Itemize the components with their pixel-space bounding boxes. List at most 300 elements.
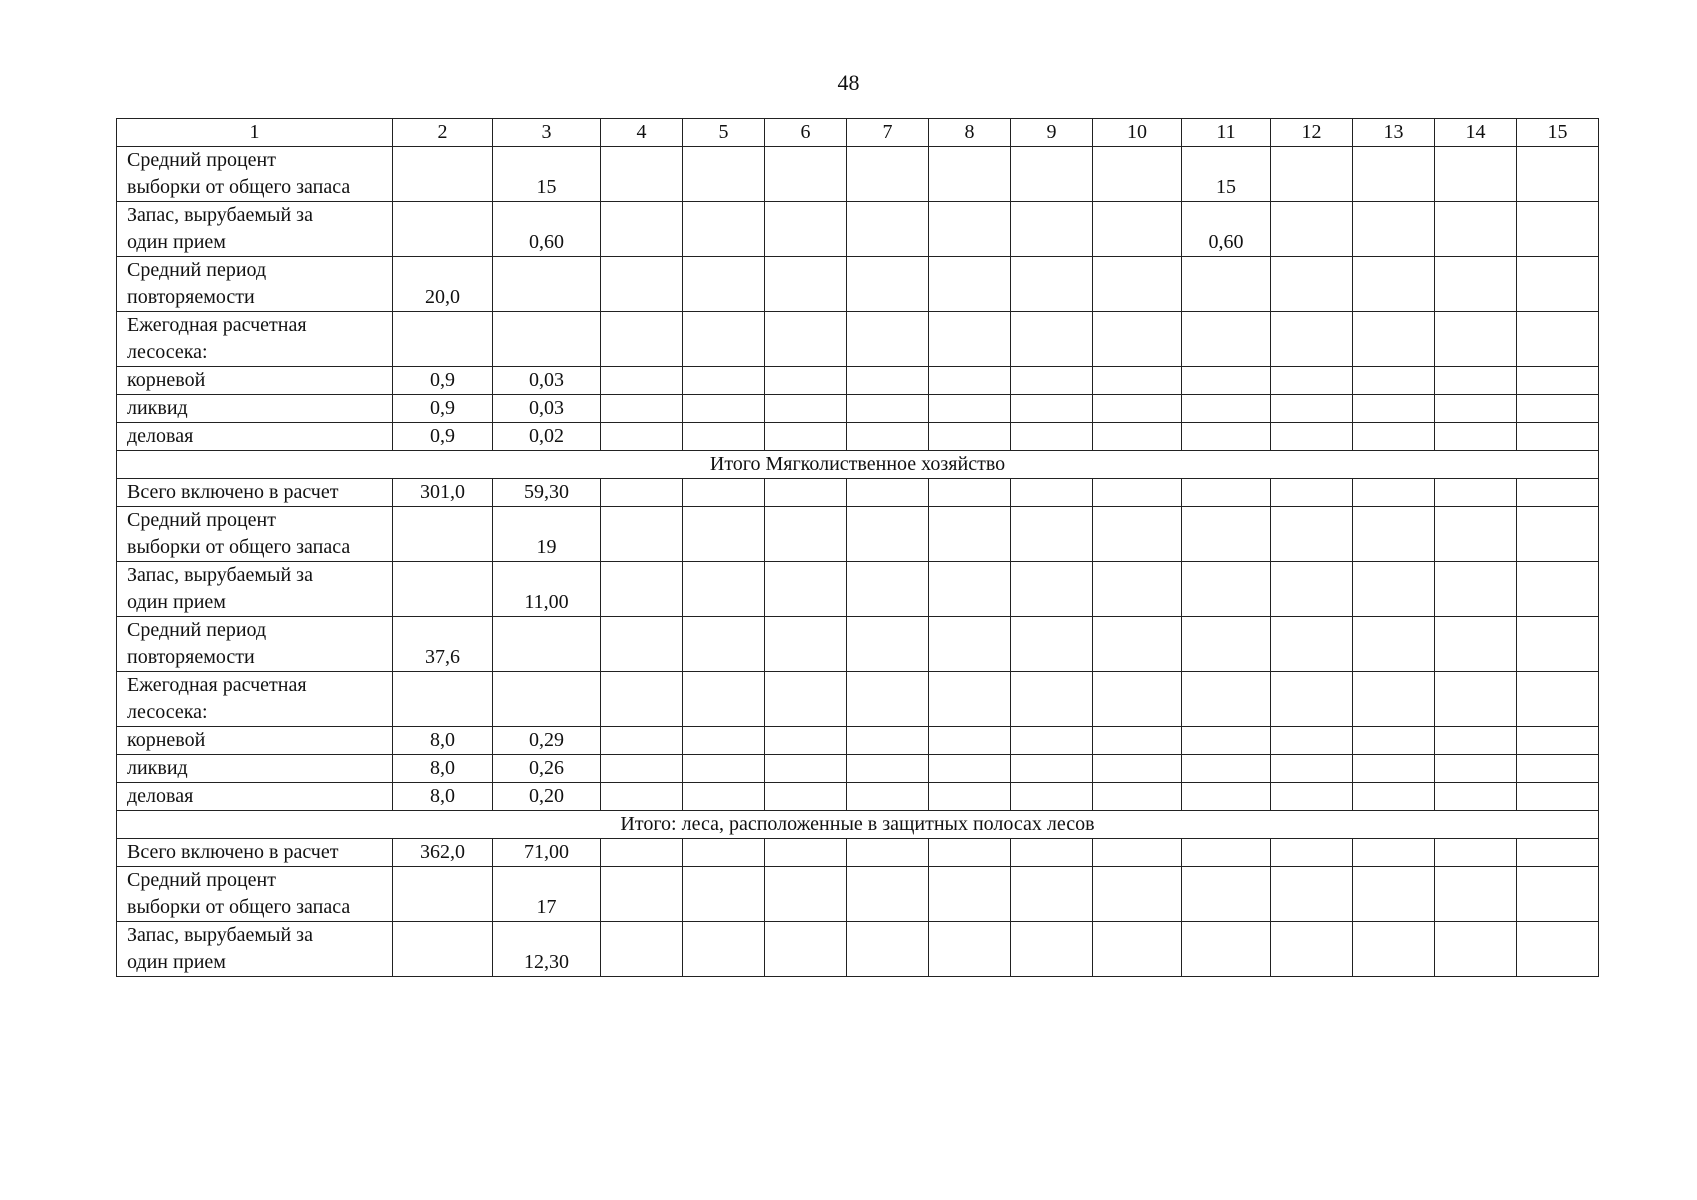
cell-col-9 <box>1011 867 1093 922</box>
cell-col-3: 0,03 <box>493 367 601 395</box>
row-label <box>117 867 393 922</box>
cell-col-15 <box>1517 423 1599 451</box>
cell-col-8 <box>929 867 1011 922</box>
row-label-line: Средний период <box>127 619 267 641</box>
cell-col-11 <box>1182 257 1271 312</box>
cell-col-14 <box>1435 562 1517 617</box>
row-label-line: ликвид <box>127 397 188 419</box>
cell-col-8 <box>929 922 1011 977</box>
cell-col-7 <box>847 395 929 423</box>
table-body <box>117 147 1599 977</box>
cell-col-5 <box>683 147 765 202</box>
cell-col-9 <box>1011 147 1093 202</box>
header-cell-7: 7 <box>847 119 929 147</box>
cell-col-10 <box>1093 867 1182 922</box>
cell-col-3: 0,26 <box>493 755 601 783</box>
cell-col-15 <box>1517 507 1599 562</box>
cell-col-5 <box>683 617 765 672</box>
section-row <box>117 451 1599 479</box>
row-label-line: выборки от общего запаса <box>127 536 351 558</box>
cell-col-7 <box>847 507 929 562</box>
cell-col-9 <box>1011 202 1093 257</box>
cell-col-7 <box>847 922 929 977</box>
cell-col-13 <box>1353 727 1435 755</box>
cell-col-15 <box>1517 839 1599 867</box>
row-label-line: один прием <box>127 231 226 253</box>
cell-col-13 <box>1353 312 1435 367</box>
cell-col-2 <box>393 672 493 727</box>
cell-col-11 <box>1182 922 1271 977</box>
cell-col-6 <box>765 257 847 312</box>
table-row <box>117 395 1599 423</box>
cell-col-13 <box>1353 839 1435 867</box>
cell-col-15 <box>1517 562 1599 617</box>
cell-col-6 <box>765 755 847 783</box>
cell-col-6 <box>765 147 847 202</box>
cell-col-2 <box>393 562 493 617</box>
cell-col-4 <box>601 147 683 202</box>
row-label-line: Ежегодная расчетная <box>127 674 307 696</box>
cell-col-7 <box>847 312 929 367</box>
cell-col-5 <box>683 257 765 312</box>
cell-col-14 <box>1435 202 1517 257</box>
row-label-line: корневой <box>127 729 206 751</box>
cell-col-8 <box>929 839 1011 867</box>
cell-col-14 <box>1435 395 1517 423</box>
row-label <box>117 562 393 617</box>
cell-col-2: 0,9 <box>393 395 493 423</box>
cell-col-13 <box>1353 147 1435 202</box>
table-row <box>117 147 1599 202</box>
cell-col-2: 0,9 <box>393 423 493 451</box>
cell-col-4 <box>601 755 683 783</box>
row-label <box>117 257 393 312</box>
cell-col-15 <box>1517 395 1599 423</box>
cell-col-9 <box>1011 783 1093 811</box>
cell-col-5 <box>683 727 765 755</box>
cell-col-4 <box>601 617 683 672</box>
cell-col-7 <box>847 367 929 395</box>
cell-col-9 <box>1011 839 1093 867</box>
cell-col-2: 362,0 <box>393 839 493 867</box>
cell-col-6 <box>765 367 847 395</box>
cell-col-11 <box>1182 479 1271 507</box>
header-cell-12: 12 <box>1271 119 1353 147</box>
cell-col-15 <box>1517 867 1599 922</box>
cell-col-6 <box>765 617 847 672</box>
cell-col-9 <box>1011 672 1093 727</box>
cell-col-12 <box>1271 202 1353 257</box>
section-title: Итого: леса, расположенные в защитных полосах лесов <box>117 811 1599 839</box>
row-label-line: лесосека: <box>127 341 208 363</box>
cell-col-4 <box>601 562 683 617</box>
cell-col-5 <box>683 672 765 727</box>
cell-col-11 <box>1182 755 1271 783</box>
row-label <box>117 507 393 562</box>
table-row <box>117 562 1599 617</box>
cell-col-6 <box>765 202 847 257</box>
cell-col-5 <box>683 755 765 783</box>
cell-col-5 <box>683 479 765 507</box>
cell-col-11 <box>1182 672 1271 727</box>
cell-col-13 <box>1353 202 1435 257</box>
row-label-line: Средний процент <box>127 509 276 531</box>
cell-col-6 <box>765 672 847 727</box>
cell-col-9 <box>1011 312 1093 367</box>
table-row <box>117 423 1599 451</box>
cell-col-5 <box>683 395 765 423</box>
cell-col-4 <box>601 839 683 867</box>
cell-col-6 <box>765 507 847 562</box>
cell-col-8 <box>929 755 1011 783</box>
cell-col-10 <box>1093 562 1182 617</box>
cell-col-5 <box>683 312 765 367</box>
cell-col-15 <box>1517 147 1599 202</box>
cell-col-13 <box>1353 257 1435 312</box>
table-row <box>117 922 1599 977</box>
cell-col-11 <box>1182 839 1271 867</box>
cell-col-7 <box>847 727 929 755</box>
row-label-line: деловая <box>127 425 194 447</box>
cell-col-3 <box>493 617 601 672</box>
cell-col-13 <box>1353 423 1435 451</box>
cell-col-9 <box>1011 922 1093 977</box>
table-row <box>117 727 1599 755</box>
row-label-line: Ежегодная расчетная <box>127 314 307 336</box>
cell-col-7 <box>847 672 929 727</box>
cell-col-13 <box>1353 672 1435 727</box>
cell-col-12 <box>1271 423 1353 451</box>
header-cell-5: 5 <box>683 119 765 147</box>
table-row <box>117 367 1599 395</box>
cell-col-7 <box>847 257 929 312</box>
cell-col-10 <box>1093 755 1182 783</box>
cell-col-10 <box>1093 202 1182 257</box>
cell-col-2 <box>393 147 493 202</box>
header-cell-1: 1 <box>117 119 393 147</box>
cell-col-12 <box>1271 755 1353 783</box>
cell-col-14 <box>1435 479 1517 507</box>
cell-col-4 <box>601 202 683 257</box>
cell-col-13 <box>1353 479 1435 507</box>
row-label <box>117 839 393 867</box>
cell-col-8 <box>929 727 1011 755</box>
cell-col-7 <box>847 423 929 451</box>
table-row <box>117 672 1599 727</box>
cell-col-9 <box>1011 755 1093 783</box>
cell-col-10 <box>1093 395 1182 423</box>
cell-col-13 <box>1353 367 1435 395</box>
cell-col-10 <box>1093 479 1182 507</box>
table-row <box>117 202 1599 257</box>
cell-col-8 <box>929 507 1011 562</box>
cell-col-15 <box>1517 202 1599 257</box>
cell-col-11 <box>1182 562 1271 617</box>
cell-col-9 <box>1011 257 1093 312</box>
cell-col-11 <box>1182 727 1271 755</box>
cell-col-8 <box>929 562 1011 617</box>
cell-col-9 <box>1011 367 1093 395</box>
cell-col-13 <box>1353 395 1435 423</box>
row-label <box>117 755 393 783</box>
cell-col-12 <box>1271 922 1353 977</box>
cell-col-2: 37,6 <box>393 617 493 672</box>
cell-col-3: 59,30 <box>493 479 601 507</box>
cell-col-10 <box>1093 507 1182 562</box>
header-cell-4: 4 <box>601 119 683 147</box>
cell-col-10 <box>1093 922 1182 977</box>
row-label-line: ликвид <box>127 757 188 779</box>
cell-col-15 <box>1517 727 1599 755</box>
row-label-line: повторяемости <box>127 286 255 308</box>
cell-col-4 <box>601 395 683 423</box>
cell-col-9 <box>1011 727 1093 755</box>
cell-col-15 <box>1517 479 1599 507</box>
cell-col-5 <box>683 922 765 977</box>
cell-col-12 <box>1271 839 1353 867</box>
cell-col-3: 12,30 <box>493 922 601 977</box>
table-row <box>117 755 1599 783</box>
header-cell-2: 2 <box>393 119 493 147</box>
cell-col-12 <box>1271 867 1353 922</box>
cell-col-7 <box>847 783 929 811</box>
cell-col-6 <box>765 867 847 922</box>
cell-col-15 <box>1517 755 1599 783</box>
row-label <box>117 617 393 672</box>
forestry-table <box>116 118 1599 977</box>
cell-col-5 <box>683 507 765 562</box>
cell-col-10 <box>1093 147 1182 202</box>
cell-col-4 <box>601 867 683 922</box>
cell-col-12 <box>1271 257 1353 312</box>
table-row <box>117 257 1599 312</box>
cell-col-11 <box>1182 395 1271 423</box>
row-label-line: один прием <box>127 591 226 613</box>
section-row <box>117 811 1599 839</box>
cell-col-4 <box>601 922 683 977</box>
row-label-line: Средний процент <box>127 869 276 891</box>
cell-col-15 <box>1517 617 1599 672</box>
cell-col-2 <box>393 867 493 922</box>
header-cell-6: 6 <box>765 119 847 147</box>
cell-col-15 <box>1517 367 1599 395</box>
row-label-line: Средний процент <box>127 149 276 171</box>
cell-col-9 <box>1011 562 1093 617</box>
cell-col-7 <box>847 202 929 257</box>
row-label <box>117 423 393 451</box>
header-cell-10: 10 <box>1093 119 1182 147</box>
cell-col-2 <box>393 507 493 562</box>
cell-col-3: 15 <box>493 147 601 202</box>
cell-col-14 <box>1435 312 1517 367</box>
cell-col-15 <box>1517 312 1599 367</box>
cell-col-13 <box>1353 617 1435 672</box>
cell-col-14 <box>1435 367 1517 395</box>
cell-col-5 <box>683 562 765 617</box>
cell-col-10 <box>1093 839 1182 867</box>
row-label-line: выборки от общего запаса <box>127 176 351 198</box>
cell-col-4 <box>601 783 683 811</box>
cell-col-11 <box>1182 783 1271 811</box>
cell-col-10 <box>1093 257 1182 312</box>
cell-col-4 <box>601 367 683 395</box>
cell-col-10 <box>1093 617 1182 672</box>
cell-col-8 <box>929 257 1011 312</box>
cell-col-12 <box>1271 727 1353 755</box>
cell-col-5 <box>683 423 765 451</box>
cell-col-9 <box>1011 507 1093 562</box>
row-label-line: Запас, вырубаемый за <box>127 564 313 586</box>
cell-col-9 <box>1011 479 1093 507</box>
cell-col-3: 0,60 <box>493 202 601 257</box>
cell-col-6 <box>765 479 847 507</box>
cell-col-3: 17 <box>493 867 601 922</box>
cell-col-7 <box>847 839 929 867</box>
cell-col-15 <box>1517 257 1599 312</box>
cell-col-7 <box>847 479 929 507</box>
cell-col-14 <box>1435 672 1517 727</box>
cell-col-6 <box>765 839 847 867</box>
cell-col-4 <box>601 507 683 562</box>
cell-col-4 <box>601 727 683 755</box>
row-label-line: Всего включено в расчет <box>127 841 339 863</box>
cell-col-12 <box>1271 367 1353 395</box>
cell-col-13 <box>1353 783 1435 811</box>
table-row <box>117 507 1599 562</box>
cell-col-7 <box>847 867 929 922</box>
cell-col-8 <box>929 312 1011 367</box>
cell-col-4 <box>601 423 683 451</box>
cell-col-11 <box>1182 617 1271 672</box>
cell-col-10 <box>1093 783 1182 811</box>
cell-col-11 <box>1182 312 1271 367</box>
cell-col-14 <box>1435 839 1517 867</box>
cell-col-6 <box>765 727 847 755</box>
cell-col-12 <box>1271 562 1353 617</box>
cell-col-2: 8,0 <box>393 755 493 783</box>
cell-col-14 <box>1435 867 1517 922</box>
row-label <box>117 202 393 257</box>
row-label <box>117 727 393 755</box>
cell-col-10 <box>1093 672 1182 727</box>
header-row <box>117 119 1599 147</box>
cell-col-2: 0,9 <box>393 367 493 395</box>
cell-col-9 <box>1011 423 1093 451</box>
row-label <box>117 312 393 367</box>
cell-col-10 <box>1093 727 1182 755</box>
cell-col-8 <box>929 672 1011 727</box>
cell-col-14 <box>1435 727 1517 755</box>
cell-col-12 <box>1271 395 1353 423</box>
header-cell-9: 9 <box>1011 119 1093 147</box>
cell-col-3 <box>493 257 601 312</box>
page-number: 48 <box>837 70 860 95</box>
header-cell-13: 13 <box>1353 119 1435 147</box>
table-row <box>117 312 1599 367</box>
cell-col-8 <box>929 783 1011 811</box>
cell-col-3: 11,00 <box>493 562 601 617</box>
row-label <box>117 672 393 727</box>
row-label-line: повторяемости <box>127 646 255 668</box>
cell-col-8 <box>929 367 1011 395</box>
cell-col-2 <box>393 312 493 367</box>
cell-col-12 <box>1271 479 1353 507</box>
cell-col-12 <box>1271 617 1353 672</box>
cell-col-14 <box>1435 423 1517 451</box>
cell-col-14 <box>1435 147 1517 202</box>
cell-col-11 <box>1182 507 1271 562</box>
cell-col-8 <box>929 617 1011 672</box>
cell-col-11: 15 <box>1182 147 1271 202</box>
cell-col-8 <box>929 147 1011 202</box>
row-label-line: выборки от общего запаса <box>127 896 351 918</box>
header-cell-11: 11 <box>1182 119 1271 147</box>
row-label-line: Запас, вырубаемый за <box>127 924 313 946</box>
cell-col-2: 8,0 <box>393 727 493 755</box>
cell-col-8 <box>929 202 1011 257</box>
cell-col-9 <box>1011 395 1093 423</box>
header-cell-14: 14 <box>1435 119 1517 147</box>
cell-col-3 <box>493 312 601 367</box>
cell-col-6 <box>765 922 847 977</box>
cell-col-12 <box>1271 147 1353 202</box>
cell-col-13 <box>1353 562 1435 617</box>
cell-col-4 <box>601 257 683 312</box>
cell-col-11: 0,60 <box>1182 202 1271 257</box>
cell-col-8 <box>929 395 1011 423</box>
row-label <box>117 922 393 977</box>
table-row <box>117 617 1599 672</box>
cell-col-4 <box>601 479 683 507</box>
cell-col-7 <box>847 562 929 617</box>
cell-col-7 <box>847 617 929 672</box>
cell-col-15 <box>1517 672 1599 727</box>
cell-col-5 <box>683 867 765 922</box>
row-label-line: деловая <box>127 785 194 807</box>
cell-col-12 <box>1271 783 1353 811</box>
cell-col-13 <box>1353 507 1435 562</box>
cell-col-3: 0,20 <box>493 783 601 811</box>
cell-col-3: 0,29 <box>493 727 601 755</box>
cell-col-10 <box>1093 423 1182 451</box>
cell-col-5 <box>683 202 765 257</box>
table-row <box>117 783 1599 811</box>
cell-col-14 <box>1435 507 1517 562</box>
cell-col-6 <box>765 312 847 367</box>
cell-col-2: 20,0 <box>393 257 493 312</box>
cell-col-3: 0,03 <box>493 395 601 423</box>
cell-col-14 <box>1435 257 1517 312</box>
cell-col-12 <box>1271 507 1353 562</box>
cell-col-3: 71,00 <box>493 839 601 867</box>
header-cell-15: 15 <box>1517 119 1599 147</box>
cell-col-10 <box>1093 367 1182 395</box>
cell-col-3: 0,02 <box>493 423 601 451</box>
row-label <box>117 147 393 202</box>
cell-col-2 <box>393 922 493 977</box>
cell-col-2: 301,0 <box>393 479 493 507</box>
cell-col-6 <box>765 783 847 811</box>
cell-col-5 <box>683 839 765 867</box>
cell-col-10 <box>1093 312 1182 367</box>
row-label-line: Средний период <box>127 259 267 281</box>
cell-col-3 <box>493 672 601 727</box>
cell-col-7 <box>847 147 929 202</box>
row-label <box>117 367 393 395</box>
table-row <box>117 839 1599 867</box>
cell-col-14 <box>1435 783 1517 811</box>
row-label <box>117 395 393 423</box>
